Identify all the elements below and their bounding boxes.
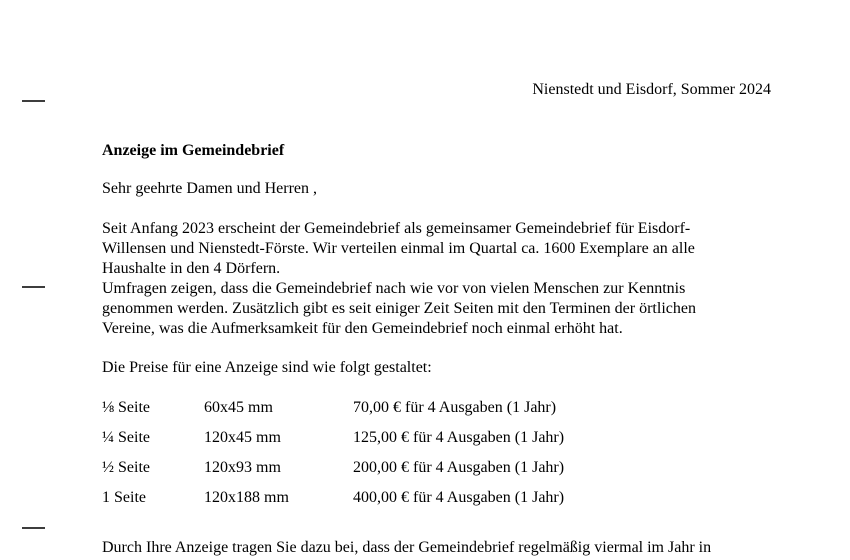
cell-dimensions: 60x45 mm (204, 399, 273, 416)
table-row (102, 488, 802, 518)
cell-dimensions: 120x45 mm (204, 429, 281, 446)
letter-heading: Anzeige im Gemeindebrief (102, 142, 285, 159)
table-row (102, 428, 802, 458)
paragraph-line: Haushalte in den 4 Dörfern. (102, 260, 281, 277)
prices-intro: Die Preise für eine Anzeige sind wie folgt gestaltet: (102, 359, 432, 376)
cell-size: 1 Seite (102, 489, 146, 506)
cell-price: 70,00 € für 4 Ausgaben (1 Jahr) (353, 399, 557, 416)
paragraph-line: Umfragen zeigen, dass die Gemeindebrief nach wie vor von vielen Menschen zur Kenntnis (102, 280, 686, 297)
closing-line: Durch Ihre Anzeige tragen Sie dazu bei, dass der Gemeindebrief regelmäßig viermal im Jahr in (102, 539, 712, 556)
salutation: Sehr geehrte Damen und Herren , (102, 180, 318, 197)
fold-mark-top (22, 100, 45, 102)
paragraph-line: genommen werden. Zusätzlich gibt es seit einiger Zeit Seiten mit den Terminen der örtlichen (102, 300, 696, 317)
paragraph-line: Seit Anfang 2023 erscheint der Gemeindebrief als gemeinsamer Gemeindebrief für Eisdorf- (102, 220, 691, 237)
cell-size: ⅛ Seite (102, 399, 150, 416)
fold-mark-middle (22, 286, 45, 288)
cell-price: 125,00 € für 4 Ausgaben (1 Jahr) (353, 429, 565, 446)
cell-size: ½ Seite (102, 459, 150, 476)
price-table (102, 398, 802, 518)
date-line: Nienstedt und Eisdorf, Sommer 2024 (532, 81, 771, 98)
paragraph-line: Willensen und Nienstedt-Förste. Wir verteilen einmal im Quartal ca. 1600 Exemplare an alle (102, 240, 695, 257)
table-row (102, 458, 802, 488)
table-row (102, 398, 802, 428)
cell-dimensions: 120x93 mm (204, 459, 281, 476)
fold-mark-bottom (22, 527, 45, 529)
paragraph-line: Vereine, was die Aufmerksamkeit für den Gemeindebrief noch einmal erhöht hat. (102, 320, 623, 337)
body-paragraph (102, 219, 696, 339)
cell-size: ¼ Seite (102, 429, 150, 446)
cell-dimensions: 120x188 mm (204, 489, 289, 506)
cell-price: 400,00 € für 4 Ausgaben (1 Jahr) (353, 489, 565, 506)
cell-price: 200,00 € für 4 Ausgaben (1 Jahr) (353, 459, 565, 476)
